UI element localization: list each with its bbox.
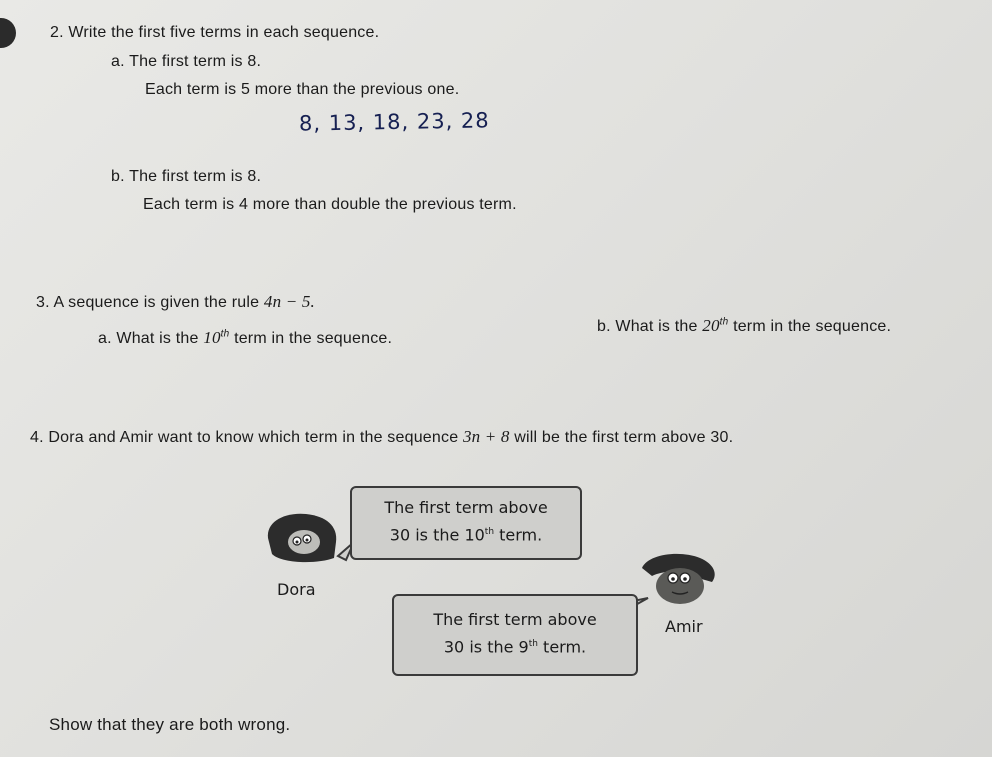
- dora-bubble-line2: [352, 520, 580, 547]
- q3-heading-text: 3. A sequence is given the rule: [36, 294, 264, 311]
- q3b-suffix: term in the sequence.: [728, 318, 892, 335]
- q2a-line1: a. The first term is 8.: [111, 53, 262, 70]
- q2b-line1: b. The first term is 8.: [111, 168, 262, 185]
- q2b-line2: Each term is 4 more than double the previous term.: [143, 196, 517, 213]
- q4-suffix: will be the first term above 30.: [509, 429, 734, 446]
- dora-line2-prefix: 30 is the: [389, 525, 465, 545]
- q3-heading: [36, 292, 315, 312]
- q4-prefix: 4. Dora and Amir want to know which term in the sequence: [30, 429, 463, 446]
- amir-bubble-line2: [394, 632, 636, 659]
- dora-name: Dora: [277, 580, 316, 599]
- q3b-sup: th: [719, 316, 729, 328]
- q3a: [98, 328, 392, 348]
- q2a-line2: Each term is 5 more than the previous one.: [145, 81, 460, 98]
- q4-rule: 3n + 8: [462, 427, 510, 446]
- amir-line2-num: 9: [518, 637, 529, 657]
- hole-punch-icon: [0, 18, 16, 48]
- q3b: [597, 316, 891, 336]
- q3a-prefix: a. What is the: [98, 330, 204, 347]
- amir-speech-bubble: [392, 594, 638, 676]
- q3-rule: 4n − 5.: [263, 292, 316, 311]
- amir-line2-prefix: 30 is the: [443, 637, 519, 657]
- q2-heading: 2. Write the first five terms in each sequence.: [50, 24, 380, 41]
- dora-line2-sup: th: [484, 527, 495, 537]
- q3a-suffix: term in the sequence.: [229, 330, 393, 347]
- footer-instruction: Show that they are both wrong.: [49, 715, 291, 734]
- amir-line2-suffix: term.: [537, 637, 587, 657]
- dora-bubble-line1: The first term above: [384, 498, 548, 517]
- dora-line2-suffix: term.: [494, 525, 543, 545]
- amir-name: Amir: [665, 617, 703, 636]
- q4-heading: [30, 427, 733, 447]
- amir-bubble-line1: The first term above: [433, 610, 597, 629]
- handwritten-answer: 8, 13, 18, 23, 28: [298, 108, 490, 136]
- amir-line2-sup: th: [528, 639, 538, 649]
- q3b-prefix: b. What is the: [597, 318, 703, 335]
- dora-line2-num: 10: [464, 525, 485, 545]
- dora-speech-bubble: [350, 486, 582, 560]
- amir-face-icon: [628, 548, 724, 610]
- q3a-sup: th: [220, 328, 230, 340]
- q3a-num: 10: [203, 328, 221, 347]
- dora-face-icon: [262, 508, 356, 568]
- q3b-num: 20: [702, 316, 720, 335]
